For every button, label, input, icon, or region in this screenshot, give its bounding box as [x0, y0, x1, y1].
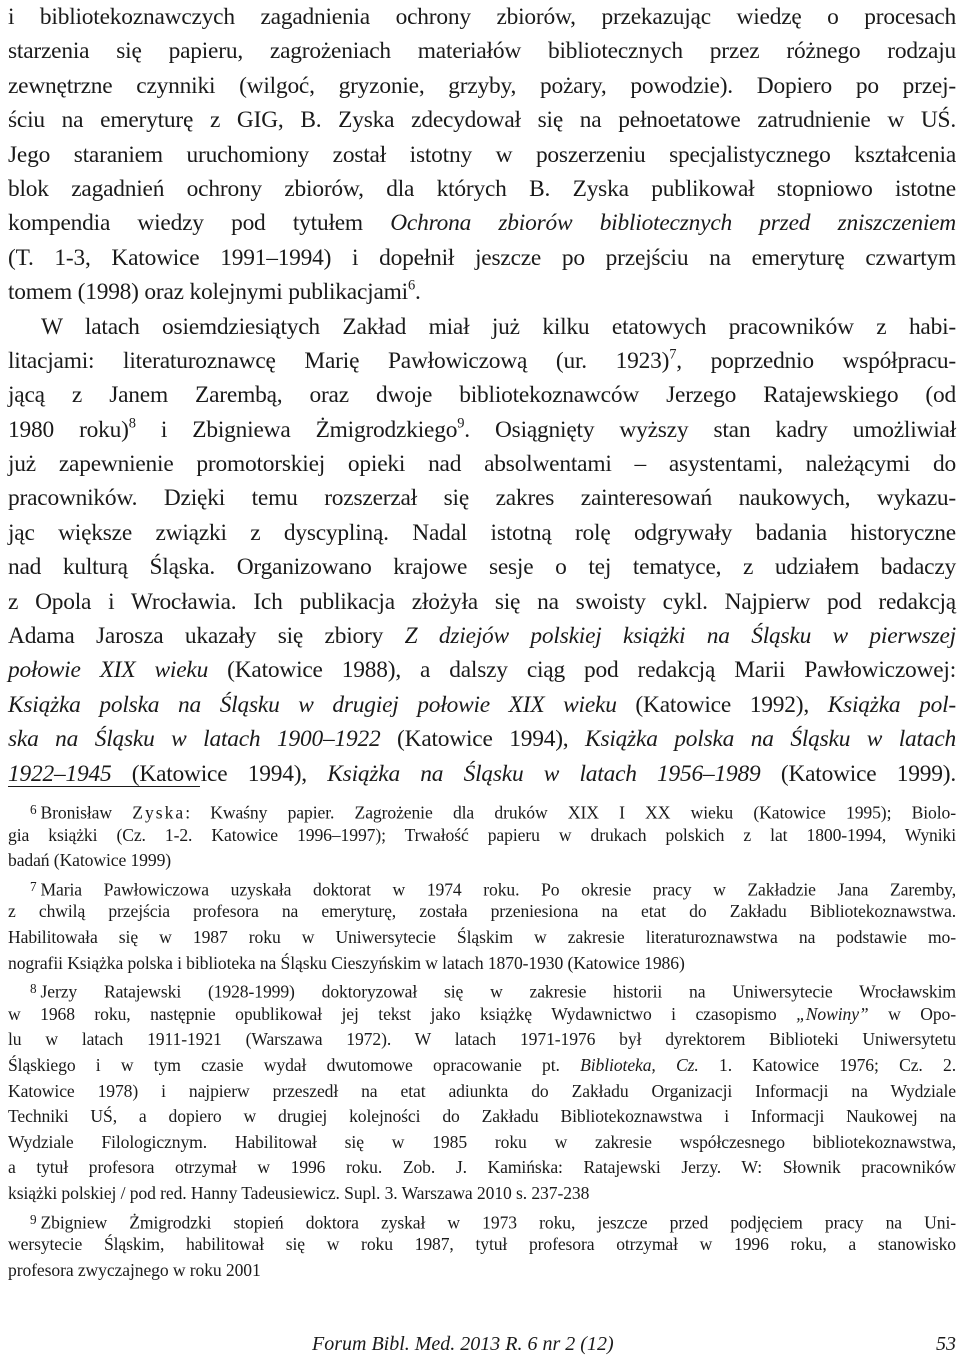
- text-line: [8, 619, 956, 653]
- text-span: z Opola i Wrocławia. Ich publikacja złożyła się na swoisty cykl. Najpierw pod redakcją: [8, 588, 956, 615]
- text-line: [8, 206, 956, 240]
- footnote-ref: 9: [457, 415, 465, 432]
- footnote-separator: [8, 786, 200, 787]
- footnote-line: [8, 976, 956, 1002]
- text-span: gia książki (Cz. 1-2. Katowice 1996–1997); Trwałość papieru w drukach polskich z lat 1800-1994, Wyniki: [8, 824, 956, 845]
- paragraph-2: [8, 310, 956, 791]
- text-line: [8, 653, 956, 687]
- footnote-ref: 7: [669, 346, 677, 363]
- footnote-line: [8, 1104, 956, 1130]
- page-number: 53: [936, 1333, 956, 1355]
- text-span: Bronisław: [40, 802, 133, 823]
- text-span: 1980 roku): [8, 416, 129, 443]
- footnote-line: [8, 848, 956, 874]
- text-span: Maria Pawłowiczowa uzyskała doktorat w 1974 roku. Po okresie pracy w Zakładzie Jana Zaremby,: [40, 879, 956, 900]
- text-line: [8, 413, 956, 447]
- periodical-title: „Nowiny”: [796, 1003, 869, 1024]
- text-span: zewnętrzne czynniki (wilgoć, gryzonie, grzyby, pożary, powodzie). Dopiero po przej-: [8, 72, 956, 99]
- footnote-line: [8, 1232, 956, 1258]
- text-span: litacjami: literaturoznawcę Marię Pawłowiczową (ur. 1923): [8, 347, 670, 374]
- footnotes: [8, 797, 956, 1283]
- text-span: w 1968 roku, następnie opublikował jej tekst jako książkę Wydawnictwo i czasopismo: [8, 1003, 797, 1024]
- text-span: Katowice 1978) i najpierw przeszedł na etat adiunkta do Zakładu Organizacji Informacji na Wydziale: [8, 1080, 956, 1101]
- paragraph-1: [8, 0, 956, 310]
- book-title: połowie XIX wieku: [8, 657, 209, 684]
- footnote-line: [8, 1002, 956, 1028]
- text-span: pracowników. Dzięki temu rozszerzał się zakres zainteresowań naukowych, wykazu-: [8, 485, 956, 512]
- text-span: wersytecie Śląskim, habilitował się w roku 1987, tytuł profesora otrzymał w 1996 roku, a stanowisko: [8, 1234, 956, 1255]
- footnote-ref: 8: [128, 415, 136, 432]
- text-span: kompendia wiedzy pod tytułem: [8, 210, 391, 237]
- text-span: ściu na emeryturę z GIG, B. Zyska zdecydował się na pełnoetatowe zatrudnienie w UŚ.: [8, 107, 956, 134]
- footnote-6: [8, 797, 956, 874]
- footnote-number: 9: [30, 1211, 37, 1227]
- text-line: [8, 447, 956, 481]
- book-title: Książka pol-: [827, 691, 956, 718]
- footnote-ref: 6: [407, 277, 415, 294]
- footnote-7: [8, 874, 956, 976]
- text-span: już zapewnienie promotorskiej opieki nad absolwentami – asystentami, należącymi do: [8, 451, 956, 478]
- text-span: , poprzednio współpracu-: [676, 347, 956, 374]
- text-span: starzenia się papieru, zagrożeniach materiałów bibliotecznych przez różnego rodzaju: [8, 38, 956, 65]
- footnote-line: [8, 823, 956, 849]
- text-span: jąc większe związki z dyscypliną. Nadal istotną rolę odgrywały badania historyczne: [8, 519, 956, 546]
- footnote-8: [8, 976, 956, 1206]
- footnote-line: [8, 1155, 956, 1181]
- book-title: Biblioteka, Cz.: [580, 1054, 699, 1075]
- text-span: tomem (1998) oraz kolejnymi publikacjami: [8, 279, 408, 306]
- text-span: Jego staraniem uruchomiony został istotny w poszerzeniu specjalistycznego kształcenia: [8, 141, 956, 168]
- footnote-9: [8, 1207, 956, 1284]
- footnote-line: [8, 1181, 956, 1207]
- text-span: (Katowice 1994),: [380, 726, 586, 753]
- text-line: [8, 69, 956, 103]
- text-span: badań (Katowice 1999): [8, 850, 172, 871]
- footnote-line: [8, 1130, 956, 1156]
- text-span: Habilitowała się w 1987 roku w Uniwersytecie Śląskim w zakresie literaturoznawstwa na podstawie mo-: [8, 926, 956, 947]
- text-line: [8, 516, 956, 550]
- footnote-line: [8, 874, 956, 900]
- text-span: (Katowice 1992),: [616, 691, 828, 718]
- footnote-number: 7: [30, 878, 37, 894]
- text-span: .: [415, 279, 421, 306]
- text-span: 1. Katowice 1976; Cz. 2.: [698, 1054, 956, 1075]
- text-span: (T. 1-3, Katowice 1991–1994) i dopełnił jeszcze po przejściu na emeryturę czwartym: [8, 244, 956, 271]
- text-line: [8, 241, 956, 275]
- text-span: Wydziale Filologicznym. Habilitował się w 1985 roku w zakresie współczesnego bibliotekoznawstwa,: [8, 1131, 956, 1152]
- text-span: (Katowice 1994),: [111, 760, 328, 787]
- text-span: i Zbigniewa Żmigrodzkiego: [135, 416, 458, 443]
- text-line: [8, 722, 956, 756]
- book-title: Książka na Śląsku w latach 1956–1989: [327, 760, 761, 787]
- text-span: nad kulturą Śląska. Organizowano krajowe sesje o tej tematyce, z udziałem badaczy: [8, 554, 956, 581]
- footnote-number: 8: [30, 981, 37, 997]
- footnote-line: [8, 1027, 956, 1053]
- text-span: lu w latach 1911-1921 (Warszawa 1972). W latach 1971-1976 był dyrektorem Biblioteki Uniwersytetu: [8, 1029, 956, 1050]
- book-title: 1922–1945: [8, 760, 112, 787]
- footnote-line: [8, 797, 956, 823]
- text-line: [8, 310, 956, 344]
- page-footer: [0, 1330, 956, 1358]
- footnote-line: [8, 1053, 956, 1079]
- footnote-line: [8, 1258, 956, 1284]
- text-span: w Opo-: [868, 1003, 957, 1024]
- text-span: nografii Książka polska i biblioteka na Śląsku Cieszyńskim w latach 1870-1930 (Katowice 1986): [8, 952, 685, 973]
- text-line: [8, 172, 956, 206]
- text-span: Adama Jarosza ukazały się zbiory: [8, 623, 405, 650]
- text-span: (Katowice 1999).: [760, 760, 956, 787]
- book-title: ska na Śląsku w latach 1900–1922: [8, 726, 381, 753]
- text-line: [8, 103, 956, 137]
- text-span: Techniki UŚ, a dopiero w drugiej kolejności do Zakładu Bibliotekoznawstwa i Informacji Naukowej na: [8, 1106, 956, 1127]
- footnote-number: 6: [30, 802, 37, 817]
- footnote-line: [8, 899, 956, 925]
- text-line: [8, 275, 956, 309]
- text-span: : Kwaśny papier. Zagrożenie dla druków XIX I XX wieku (Katowice 1995); Biolo-: [185, 802, 956, 823]
- text-span: jącą z Janem Zarembą, oraz dwoje bibliotekoznawców Jerzego Ratajewskiego (od: [8, 382, 956, 409]
- text-line: [8, 481, 956, 515]
- text-span: z chwilą przejścia profesora na emeryturę, została przeniesiona na etat do Zakładu Bibliotekoznawstwa.: [8, 901, 956, 922]
- text-span: Śląskiego i w tym czasie wydał dwutomowe opracowanie pt.: [8, 1054, 581, 1075]
- text-span: Jerzy Ratajewski (1928-1999) doktoryzował się w zakresie historii na Uniwersytecie Wrocławskim: [40, 981, 956, 1002]
- book-title: Książka polska na Śląsku w latach: [585, 726, 957, 753]
- text-span: książki polskiej / pod red. Hanny Tadeusiewicz. Supl. 3. Warszawa 2010 s. 237-238: [8, 1182, 590, 1203]
- footnote-line: [8, 951, 956, 977]
- text-line: [8, 378, 956, 412]
- journal-citation: Forum Bibl. Med. 2013 R. 6 nr 2 (12): [312, 1333, 614, 1355]
- text-line: [8, 344, 956, 378]
- text-span: W latach osiemdziesiątych Zakład miał już kilku etatowych pracowników z habi-: [41, 313, 956, 340]
- text-span: . Osiągnięty wyższy stan kadry umożliwiał: [464, 416, 956, 443]
- book-title: Książka polska na Śląsku w drugiej połowie XIX wieku: [8, 691, 617, 718]
- text-line: [8, 550, 956, 584]
- author-surname: Zyska: [132, 802, 186, 823]
- text-span: profesora zwyczajnego w roku 2001: [8, 1259, 261, 1280]
- text-span: Zbigniew Żmigrodzki stopień doktora zyskał w 1973 roku, jeszcze przed podjęciem pracy na Uni-: [40, 1212, 956, 1233]
- footnote-line: [8, 1207, 956, 1233]
- text-span: i bibliotekoznawczych zagadnienia ochrony zbiorów, przekazując wiedzę o procesach: [8, 4, 956, 30]
- footnote-line: [8, 925, 956, 951]
- text-span: a tytuł profesora otrzymał w 1996 roku. Zob. J. Kamińska: Ratajewski Jerzy. W: Słownik pracowników: [8, 1157, 956, 1178]
- book-title: Ochrona zbiorów bibliotecznych przed zniszczeniem: [390, 210, 956, 237]
- main-text: [8, 0, 956, 791]
- text-span: blok zagadnień ochrony zbiorów, dla których B. Zyska publikował stopniowo istotne: [8, 175, 956, 202]
- text-line: [8, 138, 956, 172]
- footnote-line: [8, 1079, 956, 1105]
- text-line: [8, 0, 956, 34]
- text-line: [8, 688, 956, 722]
- text-span: (Katowice 1988), a dalszy ciąg pod redakcją Marii Pawłowiczowej:: [208, 657, 956, 684]
- book-title: Z dziejów polskiej książki na Śląsku w pierwszej: [404, 623, 956, 650]
- text-line: [8, 34, 956, 68]
- text-line: [8, 585, 956, 619]
